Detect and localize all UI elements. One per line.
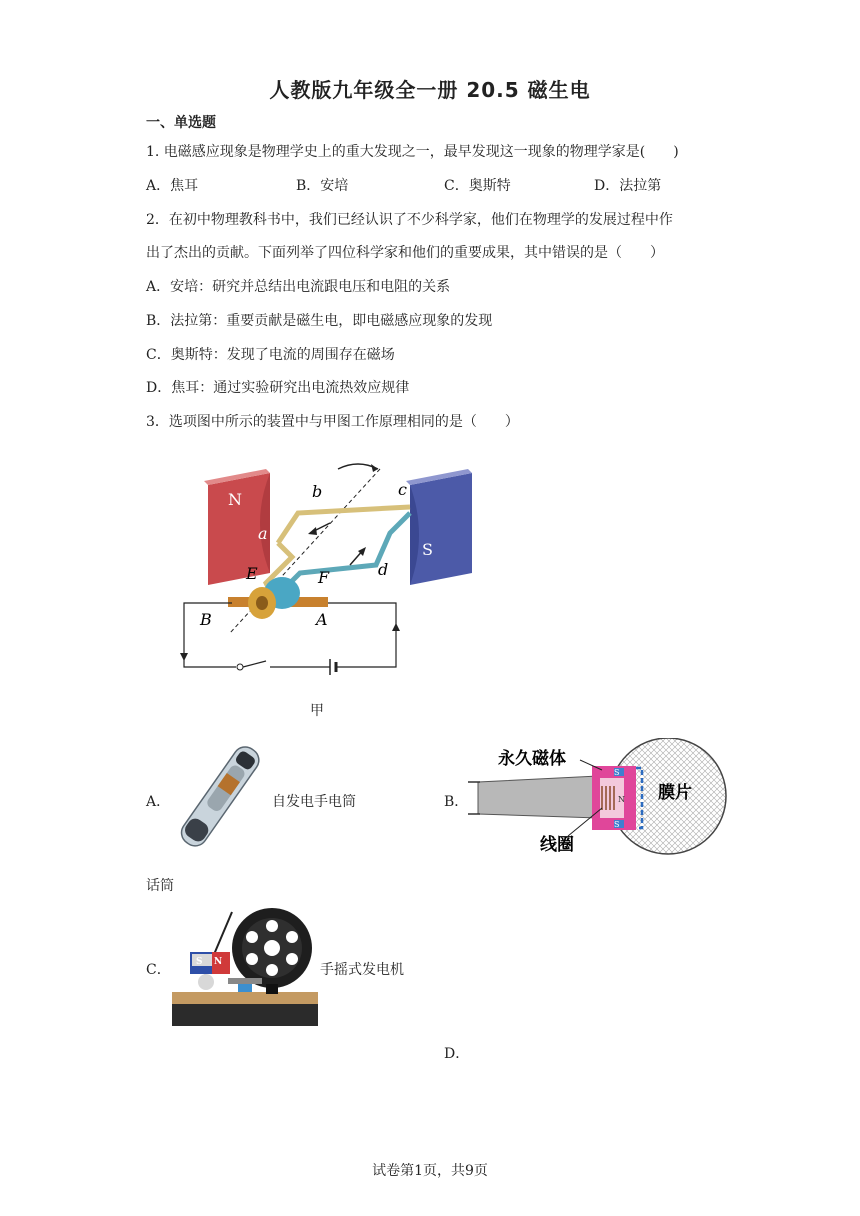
n-pole-label: N xyxy=(228,490,242,509)
label-b: b xyxy=(312,482,323,501)
label-E: E xyxy=(246,564,258,583)
q1-option-d[interactable]: D．法拉第 xyxy=(594,178,662,194)
section-heading: 一、单选题 xyxy=(146,115,216,131)
generator-diagram xyxy=(170,455,490,725)
mic-s-bottom: S xyxy=(614,820,620,829)
q1-option-c[interactable]: C．奥斯特 xyxy=(444,178,511,194)
s-pole-label: S xyxy=(422,540,433,559)
q3-option-d-letter[interactable]: D． xyxy=(444,1046,470,1062)
q2-option-d[interactable]: D．焦耳：通过实验研究出电流热效应规律 xyxy=(146,380,410,396)
crank-n-label: N xyxy=(214,957,223,967)
mic-label-diaphragm: 膜片 xyxy=(658,783,692,803)
q1-option-a[interactable]: A．焦耳 xyxy=(146,178,199,194)
q2-stem-line2: 出了杰出的贡献。下面列举了四位科学家和他们的重要成果，其中错误的是（ ） xyxy=(146,245,664,261)
page-title: 人教版九年级全一册 20.5 磁生电 xyxy=(269,78,591,102)
label-F: F xyxy=(318,568,330,587)
q3-option-a-text: 自发电手电筒 xyxy=(272,794,356,810)
q2-option-c[interactable]: C．奥斯特：发现了电流的周围存在磁场 xyxy=(146,347,395,363)
q2-stem-line1: 2．在初中物理教科书中，我们已经认识了不少科学家，他们在物理学的发展过程中作 xyxy=(146,212,673,228)
q2-option-b[interactable]: B．法拉第：重要贡献是磁生电，即电磁感应现象的发现 xyxy=(146,313,493,329)
flashlight-image xyxy=(166,738,276,856)
mic-label-coil: 线圈 xyxy=(540,835,574,855)
mic-label-magnet: 永久磁体 xyxy=(498,749,566,769)
microphone-diagram xyxy=(468,738,728,858)
crank-s-label: S xyxy=(196,957,203,967)
label-d: d xyxy=(378,560,389,579)
label-B: B xyxy=(200,610,212,629)
q1-stem: 1. 电磁感应现象是物理学史上的重大发现之一，最早发现这一现象的物理学家是( ) xyxy=(146,144,679,160)
q3-option-c-text: 手摇式发电机 xyxy=(320,962,404,978)
label-a: a xyxy=(258,524,268,543)
q1-option-b[interactable]: B．安培 xyxy=(296,178,349,194)
q3-option-a-letter[interactable]: A． xyxy=(146,794,171,810)
page-footer: 试卷第1页，共9页 xyxy=(372,1163,488,1179)
q3-option-b-letter[interactable]: B． xyxy=(444,794,469,810)
q3-option-b-tail: 话筒 xyxy=(146,878,174,894)
mic-s-top: S xyxy=(614,768,620,777)
label-c: c xyxy=(398,480,407,499)
label-A: A xyxy=(316,610,328,629)
q3-option-c-letter[interactable]: C． xyxy=(146,962,171,978)
q3-stem: 3．选项图中所示的装置中与甲图工作原理相同的是（ ） xyxy=(146,414,519,430)
mic-n: N xyxy=(618,795,625,804)
figure-caption: 甲 xyxy=(310,703,324,719)
q2-option-a[interactable]: A．安培：研究并总结出电流跟电压和电阻的关系 xyxy=(146,279,451,295)
hand-crank-generator-image xyxy=(168,904,320,1028)
